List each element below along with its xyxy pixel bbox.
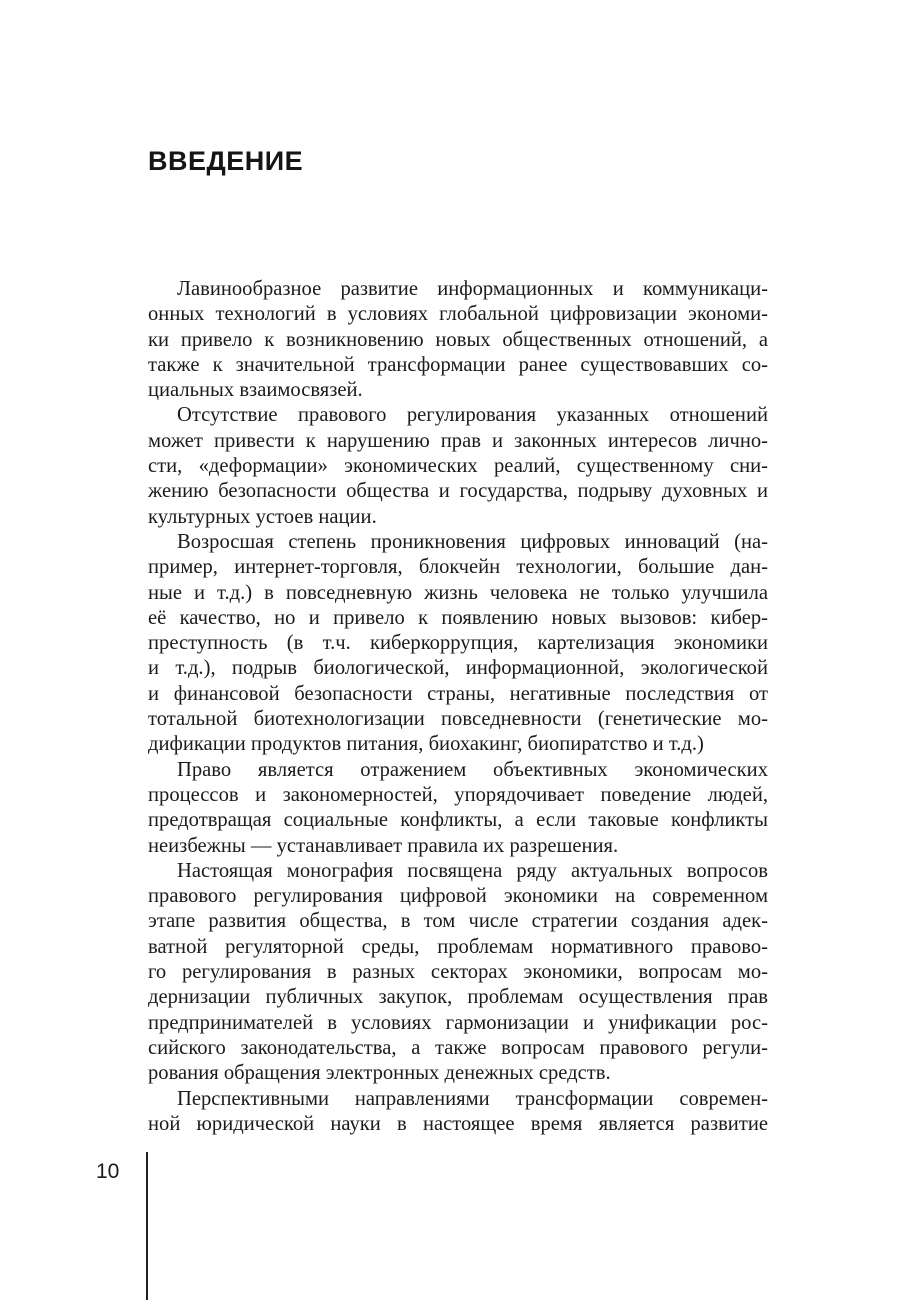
text-line: Отсутствие правового регулирования указанных отношений bbox=[177, 404, 768, 427]
text-line: ной юридической науки в настоящее время является развитие bbox=[148, 1112, 768, 1135]
text-line: ные и т.д.) в повседневную жизнь человека не только улучшила bbox=[148, 581, 768, 604]
text-line: также к значительной трансформации ранее существовавших со- bbox=[148, 353, 768, 376]
text-line: ки привело к возникновению новых общественных отношений, а bbox=[148, 328, 768, 351]
text-line: Возросшая степень проникновения цифровых инноваций (на- bbox=[177, 530, 768, 553]
text-line: го регулирования в разных секторах экономики, вопросам мо- bbox=[148, 961, 768, 984]
paragraph bbox=[148, 403, 768, 529]
text-line: сти, «деформации» экономических реалий, существенному сни- bbox=[148, 455, 768, 478]
page-number-rule bbox=[146, 1152, 148, 1300]
text-line: культурных устоев нации. bbox=[148, 505, 377, 528]
text-line: этапе развития общества, в том числе стратегии создания адек- bbox=[148, 910, 768, 933]
page-number: 10 bbox=[96, 1160, 120, 1183]
text-line: тотальной биотехнологизации повседневности (генетические мо- bbox=[148, 708, 768, 731]
text-line: неизбежны — устанавливает правила их разрешения. bbox=[148, 834, 619, 857]
text-line: процессов и закономерностей, упорядочивает поведение людей, bbox=[148, 783, 768, 806]
text-line: дификации продуктов питания, биохакинг, биопиратство и т.д.) bbox=[148, 733, 704, 756]
text-line: онных технологий в условиях глобальной цифровизации экономи- bbox=[148, 303, 768, 326]
paragraph bbox=[148, 758, 768, 859]
text-line: может привести к нарушению прав и законных интересов лично- bbox=[148, 429, 768, 452]
paragraph bbox=[148, 530, 768, 758]
text-line: Настоящая монография посвящена ряду актуальных вопросов bbox=[177, 859, 768, 882]
text-line: её качество, но и привело к появлению новых вызовов: кибер- bbox=[148, 606, 768, 629]
paragraph bbox=[148, 277, 768, 403]
text-line: и финансовой безопасности страны, негативные последствия от bbox=[148, 682, 768, 705]
paragraph bbox=[148, 859, 768, 1087]
text-line: ватной регуляторной среды, проблемам нормативного правово- bbox=[148, 935, 768, 958]
text-line: предотвращая социальные конфликты, а если таковые конфликты bbox=[148, 809, 768, 832]
body-text bbox=[148, 277, 768, 1137]
text-line: пример, интернет-торговля, блокчейн технологии, большие дан- bbox=[148, 556, 768, 579]
text-line: и т.д.), подрыв биологической, информационной, экологической bbox=[148, 657, 768, 680]
text-line: циальных взаимосвязей. bbox=[148, 379, 363, 402]
text-line: Право является отражением объективных экономических bbox=[177, 758, 768, 781]
text-line: Перспективными направлениями трансформации современ- bbox=[177, 1087, 768, 1110]
text-line: Лавинообразное развитие информационных и коммуникаци- bbox=[177, 278, 768, 300]
chapter-title: ВВЕДЕНИЕ bbox=[148, 146, 304, 176]
text-line: дернизации публичных закупок, проблемам осуществления прав bbox=[148, 986, 768, 1009]
text-line: сийского законодательства, а также вопросам правового регули- bbox=[148, 1036, 768, 1059]
text-line: преступность (в т.ч. киберкоррупция, картелизация экономики bbox=[148, 632, 768, 655]
text-line: рования обращения электронных денежных средств. bbox=[148, 1062, 611, 1085]
text-line: жению безопасности общества и государства, подрыву духовных и bbox=[148, 480, 768, 503]
text-line: предпринимателей в условиях гармонизации и унификации рос- bbox=[148, 1011, 768, 1034]
text-line: правового регулирования цифровой экономики на современном bbox=[148, 885, 768, 908]
paragraph bbox=[148, 1087, 768, 1138]
